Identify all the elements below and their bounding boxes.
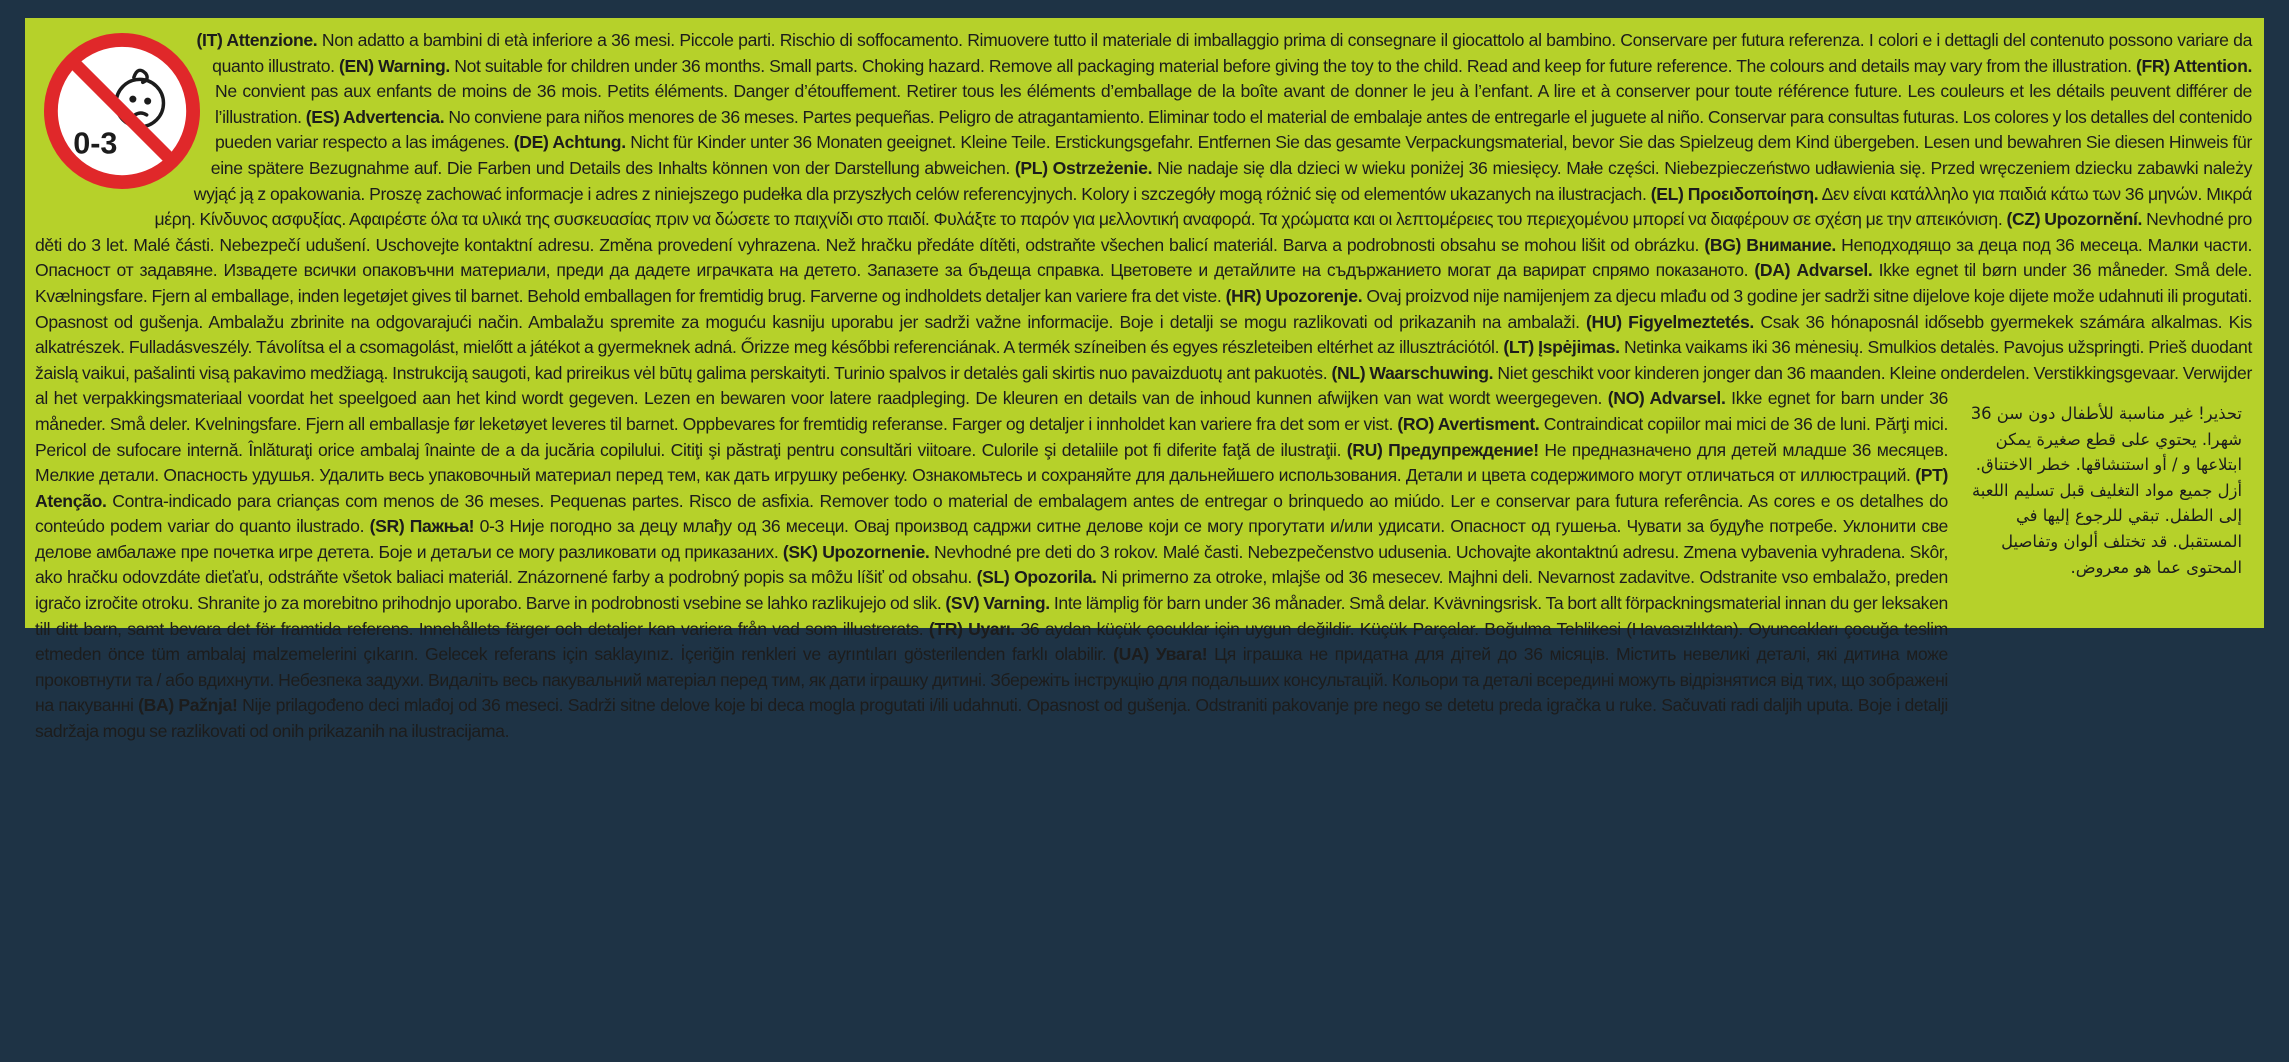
- warning-body: Nije prilagođeno deci mlađoj od 36 meseci. Sadrži sitne delove koje bi deca mogla progutati i/ili udahnuti. Opasnost od gušenja. Odstraniti pakovanje pre nego se detetu preda igračka u ruke. Sačuvati radi daljih uputa. Boje i detalji sadržaja mogu se razlikovati od onih prikazanih na ilustracijama.: [35, 695, 1948, 742]
- warning-heading: (IT) Attenzione.: [196, 30, 318, 50]
- warning-body: 0-3 Није погодно за децу млађу од 36 месеци. Овај производ садржи ситне делове који се могу прогутати и/или удисати. Опасност од гушења. Чувати за будуће потребе. Уклонити све делове амбалаже пре почетка игре детета. Боје и детаљи се могу разликовати од приказаних.: [35, 516, 1948, 562]
- warning-body: 36 aydan küçük çocuklar için uygun değildir. Küçük Parçalar. Boğulma Tehlikesi (Havasızlıktan). Oyuncakları çocuğa teslim etmeden önce tüm ambalaj malzemelerini çıkarın. Gelecek referans için saklayınız. İçeriğin renkleri ve ayrıntıları gösterilenden farklı olabilir.: [35, 618, 1948, 665]
- warning-body: Ця іграшка не придатна для дітей до 36 місяців. Містить невеликі деталі, які дитина може проковтнути та / або вдихнути. Небезпека задухи. Видаліть весь пакувальний матеріал перед тим, як дати іграшку дитині. Збережіть інструкцію для подальших консультацій. Кольори та деталі всередині можуть відрізнятися від тих, що зображені на пакуванні: [35, 644, 1948, 716]
- warning-heading: (CZ) Upozornění.: [2006, 209, 2143, 230]
- warning-heading: (SK) Upozornenie.: [782, 541, 930, 562]
- warning-body: Netinka vaikams iki 36 mėnesių. Smulkios detalės. Pavojus užspringti. Prieš duodant žaislą vaikui, pašalinti visą pakavimo medžiagą. Instrukciją saugoti, kad prireikus vėl būtų galima perskaityti. Turinio spalvos ir detalės gali skirtis nuo pavaizduotų ant pakuotės.: [35, 337, 2253, 383]
- warning-heading: (PT) Atenção.: [35, 465, 1948, 511]
- warning-heading: (RO) Avertisment.: [1397, 413, 1540, 434]
- warning-body: Δεν είναι κατάλληλο για παιδιά κάτω των 36 μηνών. Μικρά μέρη. Κίνδυνος ασφυξίας. Αφαιρέστε όλα τα υλικά της συσκευασίας πριν να δώσετε το παιχνίδι στο παιδί. Φυλάξτε το παρόν για μελλοντική αναφορά. Τα χρώματα και οι λεπτομέρειες του περιεχομένου μπορεί να διαφέρουν σε σχέση με την απεικόνιση.: [154, 183, 2252, 230]
- warning-heading: (SV) Varning.: [945, 593, 1050, 614]
- age-range-label: 0-3: [73, 126, 118, 161]
- warning-heading: (EN) Warning.: [339, 55, 450, 76]
- warning-body: Niet geschikt voor kinderen jonger dan 36 maanden. Kleine onderdelen. Verstikkingsgevaar. Verwijder al het verpakkingsmateriaal voordat het speelgoed aan het kind wordt gegeven. Lezen en bewaren voor latere raadpleging. De kleuren en details van de inhoud kunnen afwijken van wat wordt weergegeven.: [35, 362, 2253, 409]
- warning-heading: (SL) Opozorila.: [976, 567, 1097, 588]
- warning-body: Ikke egnet til børn under 36 måneder. Små dele. Kvælningsfare. Fjern al emballage, inden legetøjet gives til barnet. Behold emballagen for fremtidig brug. Farverne og indholdets detaljer kan variere fra det viste.: [35, 260, 2252, 306]
- warning-heading: (NL) Waarschuwing.: [1331, 362, 1494, 383]
- warning-heading: (TR) Uyarı.: [928, 618, 1015, 639]
- warning-body: Contra-indicado para crianças com menos de 36 meses. Pequenas partes. Risco de asfixia. Remover todo o material de embalagem antes de entregar o brinquedo ao miúdo. Ler e conservar para futura referência. As cores e os detalhes do conteúdo podem variar do quanto ilustrado.: [35, 490, 1948, 537]
- warning-heading: (ES) Advertencia.: [305, 106, 445, 127]
- warning-heading: (PL) Ostrzeżenie.: [1014, 157, 1153, 178]
- warning-heading: (HR) Upozorenje.: [1225, 285, 1363, 306]
- warning-body: Csak 36 hónaposnál idősebb gyermekek számára alkalmas. Kis alkatrészek. Fulladásveszély. Távolítsa el a csomagolást, mielőtt a játékot a gyermeknek adná. Őrizze meg későbbi referenciának. A termék színeiben és egyes részleteiben eltérhet az illusztrációtól.: [35, 311, 2252, 358]
- warning-body: Non adatto a bambini di età inferiore a 36 mesi. Piccole parti. Rischio di soffocamento. Rimuovere tutto il materiale di imballaggio prima di consegnare il giocattolo al bambino. Conservare per futura referenza. I colori e i dettagli del contenuto possono variare da quanto illustrato.: [212, 30, 2253, 76]
- warning-heading: (HU) Figyelmeztetés.: [1586, 311, 1754, 332]
- warning-heading: (RU) Предупреждение!: [1346, 439, 1539, 460]
- warning-heading: (UA) Увага!: [1113, 644, 1208, 665]
- warning-heading: (BG) Внимание.: [1704, 234, 1836, 255]
- warning-body: Nie nadaje się dla dzieci w wieku poniżej 36 miesięcy. Małe części. Niebezpieczeństwo udławienia się. Przed wręczeniem dziecku zabawki należy wyjąć ją z opakowania. Proszę zachować informacje i adres z niniejszego pudełka dla przyszłych celów referencyjnych. Kolory i szczegóły mogą różnić się od elementów ukazanych na ilustracjach.: [193, 157, 2253, 204]
- warning-label: [25, 18, 2264, 742]
- warning-body: Not suitable for children under 36 months. Small parts. Choking hazard. Remove all packaging material before giving the toy to the child. Read and keep for future reference. The colours and details may vary from the illustration.: [449, 55, 2136, 76]
- warning-heading: (LT) Įspėjimas.: [1503, 337, 1620, 358]
- warning-heading: (FR) Attention.: [2136, 55, 2253, 76]
- warning-body: Неподходящо за деца под 36 месеца. Малки части. Опасност от задавяне. Извадете всички опаковъчни материали, преди да дадете играчката на детето. Запазете за бъдеща справка. Цветовете и детайлите на съдържанието могат да варират спрямо показаното.: [35, 234, 2253, 281]
- warning-body: Ni primerno za otroke, mlajše od 36 mesecev. Majhni deli. Nevarnost zadavitve. Odstranite vso embalažo, preden igračo izročite otroku. Shranite jo za morebitno prihodnjo uporabo. Barve in podrobnosti vsebine se lahko razlikujejo od slik.: [35, 567, 1948, 614]
- warning-body: No conviene para niños menores de 36 meses. Partes pequeñas. Peligro de atragantamiento. Eliminar todo el material de embalaje antes de entregarle el juguete al niño. Conservar para consultas futuras. Los colores y los detalles del contenido pueden variar respecto a las imágenes.: [215, 106, 2252, 153]
- warning-body: Nevhodné pre deti do 3 rokov. Malé časti. Nebezpečenstvo udusenia. Uchovajte akontaktnú adresu. Zmena vybavenia vyhradena. Skôr, ako hračku odovzdáte dieťaťu, odstráňte všetok baliaci materiál. Znázornené farby a podrobný popis sa môžu líšiť od obsahu.: [35, 541, 1948, 588]
- warning-body: Inte lämplig för barn under 36 månader. Små delar. Kvävningsrisk. Ta bort allt förpackningsmaterial innan du ger leksaken till ditt barn, samt bevara det för framtida referens. Innehållets färger och detaljer kan variera från vad som illustrerats.: [35, 593, 1948, 639]
- warning-heading: (DA) Advarsel.: [1754, 260, 1873, 281]
- warning-heading: (BA) Pažnja!: [138, 695, 238, 716]
- warning-body: Не предназначено для детей младше 36 месяцев. Мелкие детали. Опасность удушья. Удалить весь упаковочный материал перед тем, как дать игрушку ребенку. Ознакомьтесь и сохраняйте для дальнейшего использования. Детали и цвета содержимого могут отличаться от иллюстраций.: [35, 439, 1949, 486]
- warning-body: Ovaj proizvod nije namijenjem za djecu mlađu od 3 godine jer sadrži sitne dijelove koje dijete može udahnuti ili progutati. Opasnost od gušenja. Ambalažu zbrinite na odgovarajući način. Ambalažu spremite za moguću kasniju uporabu jer sadrži važne informacije. Boje i detalji se mogu razlikovati od prikazanih na ambalaži.: [35, 285, 2252, 332]
- warning-heading: (EL) Προειδοποίηση.: [1650, 183, 1819, 204]
- warning-heading: (DE) Achtung.: [513, 132, 626, 153]
- warning-body: Ne convient pas aux enfants de moins de 36 mois. Petits éléments. Danger d’étouffement. Retirer tous les éléments d’emballage de la boîte avant de donner le jeu à l’enfant. A lire et à conserver pour toute référence future. Les couleurs et les détails peuvent différer de l’illustration.: [215, 81, 2252, 127]
- warning-heading: (SR) Пажња!: [369, 516, 475, 537]
- warning-body: Ikke egnet for barn under 36 måneder. Små deler. Kvelningsfare. Fjern all emballasje før leketøyet leveres til barnet. Oppbevares for fremtidig referanse. Farger og detaljer i innholdet kan variere fra det som er vist.: [35, 388, 1948, 434]
- multilingual-warning-text: [35, 28, 2253, 742]
- warning-body: Nicht für Kinder unter 36 Monaten geeignet. Kleine Teile. Erstickungsgefahr. Entfernen Sie das gesamte Verpackungsmaterial, bevor Sie das Spielzeug dem Kind übergeben. Lesen und bewahren Sie diesen Hinweis für eine spätere Bezugnahme auf. Die Farben und Details des Inhalts können von der Darstellung abweichen.: [210, 132, 2252, 178]
- warning-body: Nevhodné pro děti do 3 let. Malé části. Nebezpečí udušení. Uschovejte kontaktní adresu. Změna provedení vyhrazena. Než hračku předáte dítěti, odstraňte všechen balicí materiál. Barva a podrobnosti obsahu se mohou lišit od obrázku.: [35, 209, 2252, 255]
- warning-body: Contraindicat copiilor mai mici de 36 de luni. Părţi mici. Pericol de sufocare internă. Înlăturaţi orice ambalaj înainte de a da jucăria copilului. Citiţi şi păstraţi pentru consultări viitoare. Culorile şi detaliile pot fi diferite faţă de ilustraţii.: [35, 413, 1948, 460]
- warning-heading: (NO) Advarsel.: [1607, 388, 1726, 409]
- arabic-warning: تحذير! غير مناسبة للأطفال دون سن 36 شهرا. يحتوي على قطع صغيرة يمكن ابتلاعها و / أو استنشاقها. خطر الاختناق. أزل جميع مواد التغليف قبل تسليم اللعبة إلى الطفل. تبقي للرجوع إليها في المستقبل. قد تختلف ألوان وتفاصيل المحتوى عما هو معروض.: [1970, 404, 2242, 577]
